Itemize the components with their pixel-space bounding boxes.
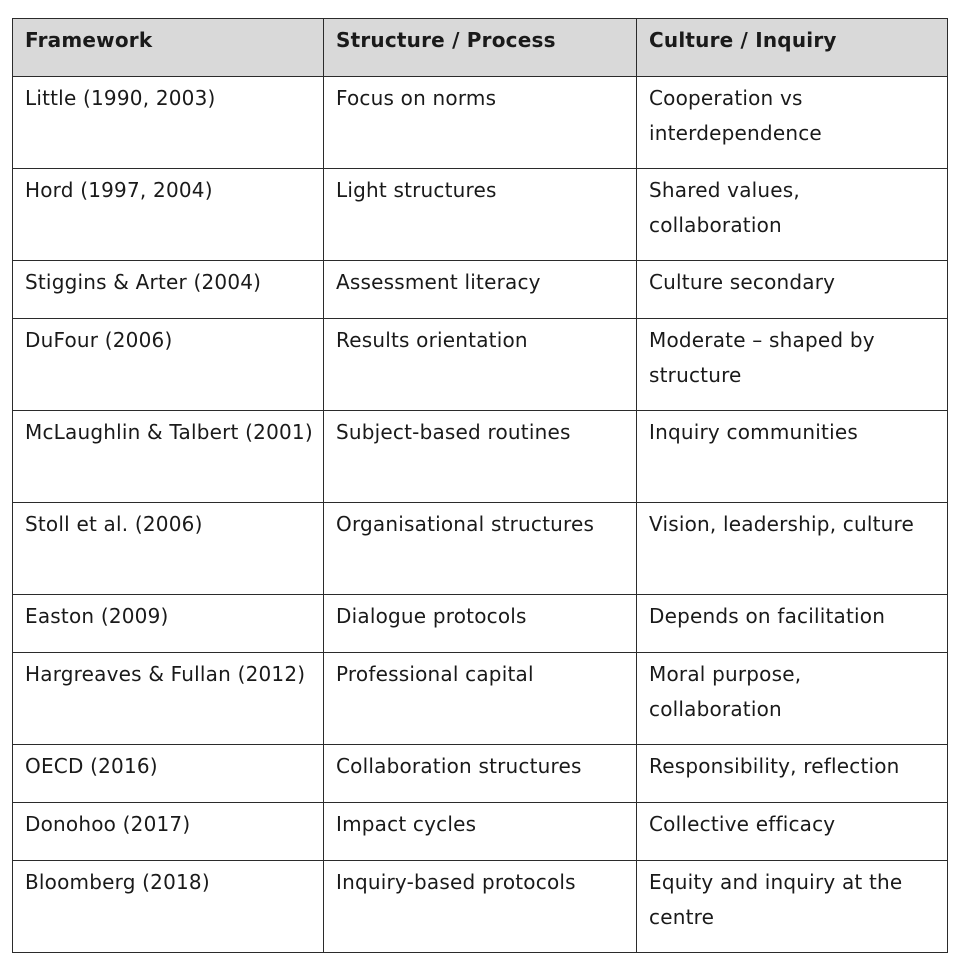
cell-structure: Results orientation (324, 319, 637, 411)
cell-framework: Stoll et al. (2006) (13, 503, 324, 595)
header-structure-process: Structure / Process (324, 19, 637, 77)
table-row (13, 803, 948, 861)
cell-culture: Depends on facilitation (637, 595, 948, 653)
cell-culture: Collective efficacy (637, 803, 948, 861)
cell-structure: Collaboration structures (324, 745, 637, 803)
cell-culture: Responsibility, reflection (637, 745, 948, 803)
cell-culture: Vision, leadership, culture (637, 503, 948, 595)
cell-framework: Hord (1997, 2004) (13, 169, 324, 261)
header-culture-inquiry: Culture / Inquiry (637, 19, 948, 77)
cell-framework: Hargreaves & Fullan (2012) (13, 653, 324, 745)
table-row (13, 503, 948, 595)
cell-structure: Assessment literacy (324, 261, 637, 319)
cell-framework: Easton (2009) (13, 595, 324, 653)
table-row (13, 319, 948, 411)
table-body (13, 77, 948, 953)
cell-culture: Culture secondary (637, 261, 948, 319)
cell-structure: Light structures (324, 169, 637, 261)
cell-structure: Organisational structures (324, 503, 637, 595)
cell-structure: Inquiry-based protocols (324, 861, 637, 953)
table-row (13, 653, 948, 745)
cell-culture: Equity and inquiry at the centre (637, 861, 948, 953)
table-row (13, 745, 948, 803)
header-framework: Framework (13, 19, 324, 77)
cell-structure: Professional capital (324, 653, 637, 745)
cell-culture: Moral purpose, collaboration (637, 653, 948, 745)
cell-framework: McLaughlin & Talbert (2001) (13, 411, 324, 503)
table-row (13, 595, 948, 653)
frameworks-table (12, 18, 948, 953)
cell-culture: Inquiry communities (637, 411, 948, 503)
cell-culture: Shared values, collaboration (637, 169, 948, 261)
cell-framework: OECD (2016) (13, 745, 324, 803)
cell-structure: Subject-based routines (324, 411, 637, 503)
header-row (13, 19, 948, 77)
table-header (13, 19, 948, 77)
table-row (13, 77, 948, 169)
cell-structure: Dialogue protocols (324, 595, 637, 653)
cell-culture: Cooperation vs interdependence (637, 77, 948, 169)
cell-framework: Donohoo (2017) (13, 803, 324, 861)
cell-structure: Focus on norms (324, 77, 637, 169)
cell-framework: Stiggins & Arter (2004) (13, 261, 324, 319)
table-row (13, 169, 948, 261)
table-row (13, 861, 948, 953)
cell-framework: DuFour (2006) (13, 319, 324, 411)
cell-framework: Little (1990, 2003) (13, 77, 324, 169)
table-row (13, 261, 948, 319)
cell-culture: Moderate – shaped by structure (637, 319, 948, 411)
cell-structure: Impact cycles (324, 803, 637, 861)
table-row (13, 411, 948, 503)
cell-framework: Bloomberg (2018) (13, 861, 324, 953)
